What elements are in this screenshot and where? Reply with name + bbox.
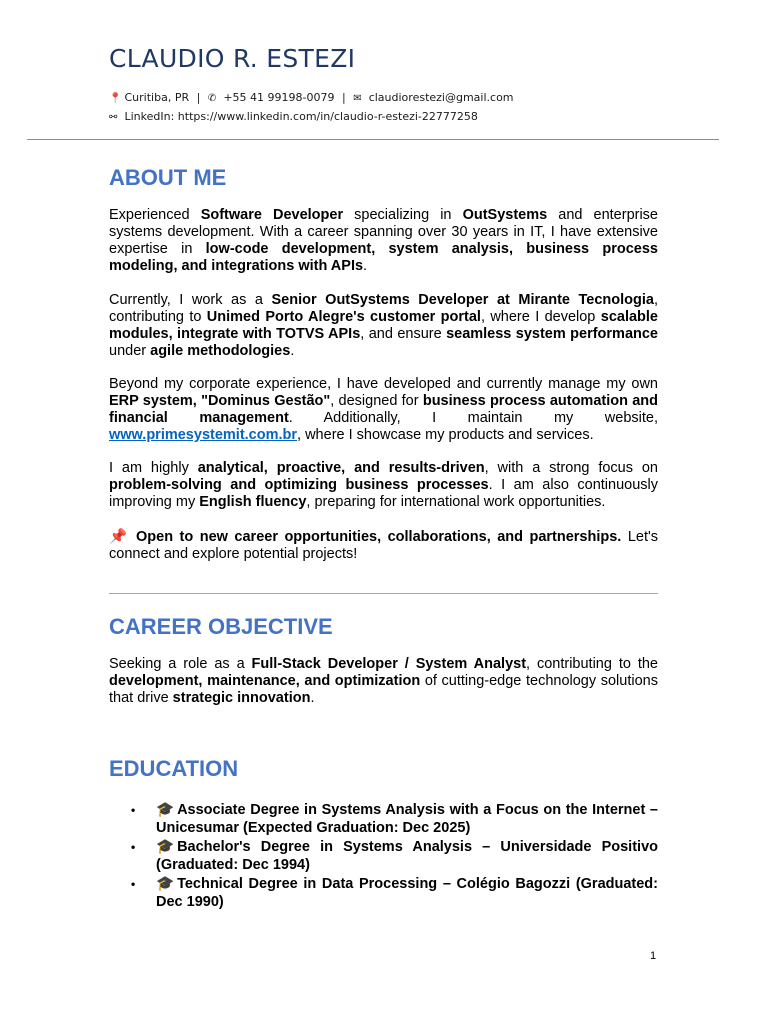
- link-icon: ⚯: [109, 112, 118, 123]
- career-heading: CAREER OBJECTIVE: [109, 614, 333, 639]
- about-heading: ABOUT ME: [109, 165, 227, 190]
- header-divider: [27, 139, 719, 140]
- linkedin-link[interactable]: LinkedIn: https://www.linkedin.com/in/claudio-r-estezi-22777258: [124, 110, 478, 123]
- linkedin-line: [109, 110, 478, 123]
- education-item: • 🎓 Technical Degree in Data Processing – Colégio Bagozzi (Graduated: Dec 1990): [131, 876, 658, 910]
- contact-line: [109, 91, 514, 104]
- pin-icon: 📍: [109, 93, 122, 104]
- contact-separator: |: [196, 91, 201, 104]
- education-item: • 🎓 Associate Degree in Systems Analysis with a Focus on the Internet – Unicesumar (Expected Graduation: Dec 2025): [131, 802, 658, 836]
- graduation-cap-icon: 🎓: [156, 839, 175, 855]
- phone-text: +55 41 99198-0079: [223, 91, 335, 104]
- about-paragraph-1: Experienced Software Developer specializing in OutSystems and enterprise systems development. With a career spanning over 30 years in IT, I have extensive expertise in low-code development, system analysis, business process modeling, and integrations with APIs.: [109, 207, 658, 274]
- career-paragraph: Seeking a role as a Full-Stack Developer / System Analyst, contributing to the development, maintenance, and optimization of cutting-edge technology solutions that drive strategic innovation.: [109, 656, 658, 706]
- contact-separator: |: [341, 91, 346, 104]
- envelope-icon: ✉: [353, 93, 362, 104]
- website-link[interactable]: www.primesystemit.com.br: [109, 427, 298, 443]
- about-paragraph-2: Currently, I work as a Senior OutSystems Developer at Mirante Tecnologia, contributing to Unimed Porto Alegre's customer portal, where I develop scalable modules, integrate with TOTVS APIs, and ensure seamless system performance under agile methodologies.: [109, 292, 658, 359]
- education-heading: EDUCATION: [109, 756, 239, 781]
- graduation-cap-icon: 🎓: [156, 876, 175, 892]
- resume-name: CLAUDIO R. ESTEZI: [109, 44, 356, 73]
- open-opportunities-note: 📌 Open to new career opportunities, collaborations, and partnerships. Let's connect and explore potential projects!: [109, 529, 658, 562]
- bullet-icon: •: [131, 840, 136, 854]
- page-number: 1: [650, 950, 657, 962]
- email-link[interactable]: claudiorestezi@gmail.com: [368, 91, 514, 104]
- bullet-icon: •: [131, 803, 136, 817]
- bullet-icon: •: [131, 877, 136, 891]
- pushpin-icon: 📌: [109, 529, 130, 545]
- phone-icon: ✆: [207, 93, 217, 104]
- section-divider: [109, 593, 658, 594]
- education-list: [109, 802, 658, 913]
- about-paragraph-4: I am highly analytical, proactive, and results-driven, with a strong focus on problem-solving and optimizing business processes. I am also continuously improving my English fluency, preparing for international work opportunities.: [109, 460, 658, 510]
- graduation-cap-icon: 🎓: [156, 802, 175, 818]
- about-paragraph-3: Beyond my corporate experience, I have developed and currently manage my own ERP system, "Dominus Gestão", designed for business process automation and financial management. Additionally, I maintain my website, www.primesystemit.com.br, where I showcase my products and services.: [109, 376, 659, 443]
- location-text: Curitiba, PR: [124, 91, 190, 104]
- education-item: • 🎓 Bachelor's Degree in Systems Analysis – Universidade Positivo (Graduated: Dec 1994): [131, 839, 658, 873]
